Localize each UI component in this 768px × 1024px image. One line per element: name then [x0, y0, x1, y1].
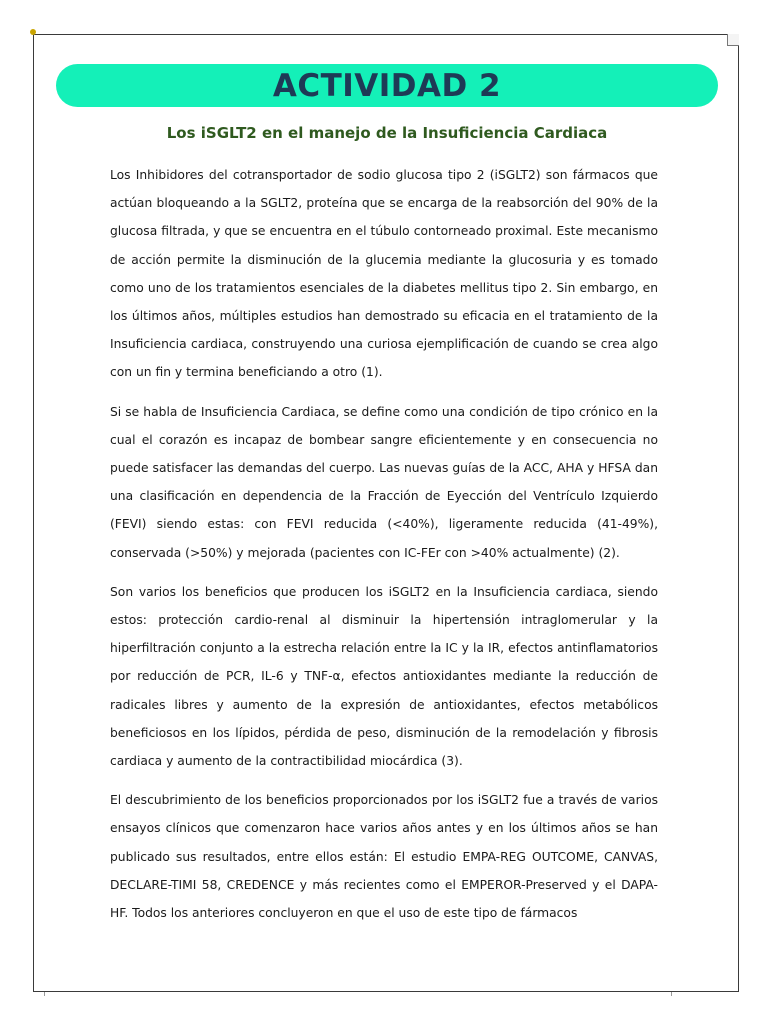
- paragraph-4: El descubrimiento de los beneficios proporcionados por los iSGLT2 fue a través de varios ensayos clínicos que comenzaron hace varios años antes y en los últimos años se han publicado sus resultados, entre ellos están: El estudio EMPA-REG OUTCOME, CANVAS, DECLARE-TIMI 58, CREDENCE y más recientes como el EMPEROR-Preserved y el DAPA-HF. Todos los anteriores concluyeron en que el uso de este tipo de fármacos: [110, 793, 658, 921]
- page-bottom-ruler: [44, 992, 672, 996]
- document-title: ACTIVIDAD 2: [272, 67, 502, 104]
- document-subtitle: Los iSGLT2 en el manejo de la Insuficiencia Cardiaca: [166, 124, 608, 142]
- paragraph-3: Son varios los beneficios que producen los iSGLT2 en la Insuficiencia cardiaca, siendo estos: protección cardio-renal al disminuir la hipertensión intraglomerular y la hiperfiltración conjunto a la estrecha relación entre la IC y la IR, efectos antinflamatorios por reducción de PCR, IL-6 y TNF-α, efectos antioxidantes mediante la reducción de radicales libres y aumento de la expresión de antioxidantes, efectos metabólicos beneficiosos en los lípidos, pérdida de peso, disminución de la remodelación y fibrosis cardiaca y aumento de la contractibilidad miocárdica (3).: [110, 584, 658, 769]
- page-fold-icon: [727, 34, 739, 46]
- document-body: [110, 161, 658, 938]
- corner-anchor-icon: [30, 29, 36, 35]
- title-banner: [56, 64, 718, 107]
- paragraph-2: Si se habla de Insuficiencia Cardiaca, se define como una condición de tipo crónico en la cual el corazón es incapaz de bombear sangre eficientemente y en consecuencia no puede satisfacer las demandas del cuerpo. Las nuevas guías de la ACC, AHA y HFSA dan una clasificación en dependencia de la Fracción de Eyección del Ventrículo Izquierdo (FEVI) siendo estas: con FEVI reducida (<40%), ligeramente reducida (41-49%), conservada (>50%) y mejorada (pacientes con IC-FEr con >40% actualmente) (2).: [110, 404, 658, 560]
- paragraph-1: Los Inhibidores del cotransportador de sodio glucosa tipo 2 (iSGLT2) son fármacos que actúan bloqueando a la SGLT2, proteína que se encarga de la reabsorción del 90% de la glucosa filtrada, y que se encuentra en el túbulo contorneado proximal. Este mecanismo de acción permite la disminución de la glucemia mediante la glucosuria y es tomado como uno de los tratamientos esenciales de la diabetes mellitus tipo 2. Sin embargo, en los últimos años, múltiples estudios han demostrado su eficacia en el tratamiento de la Insuficiencia cardiaca, construyendo una curiosa ejemplificación de cuando se crea algo con un fin y termina beneficiando a otro (1).: [110, 168, 658, 380]
